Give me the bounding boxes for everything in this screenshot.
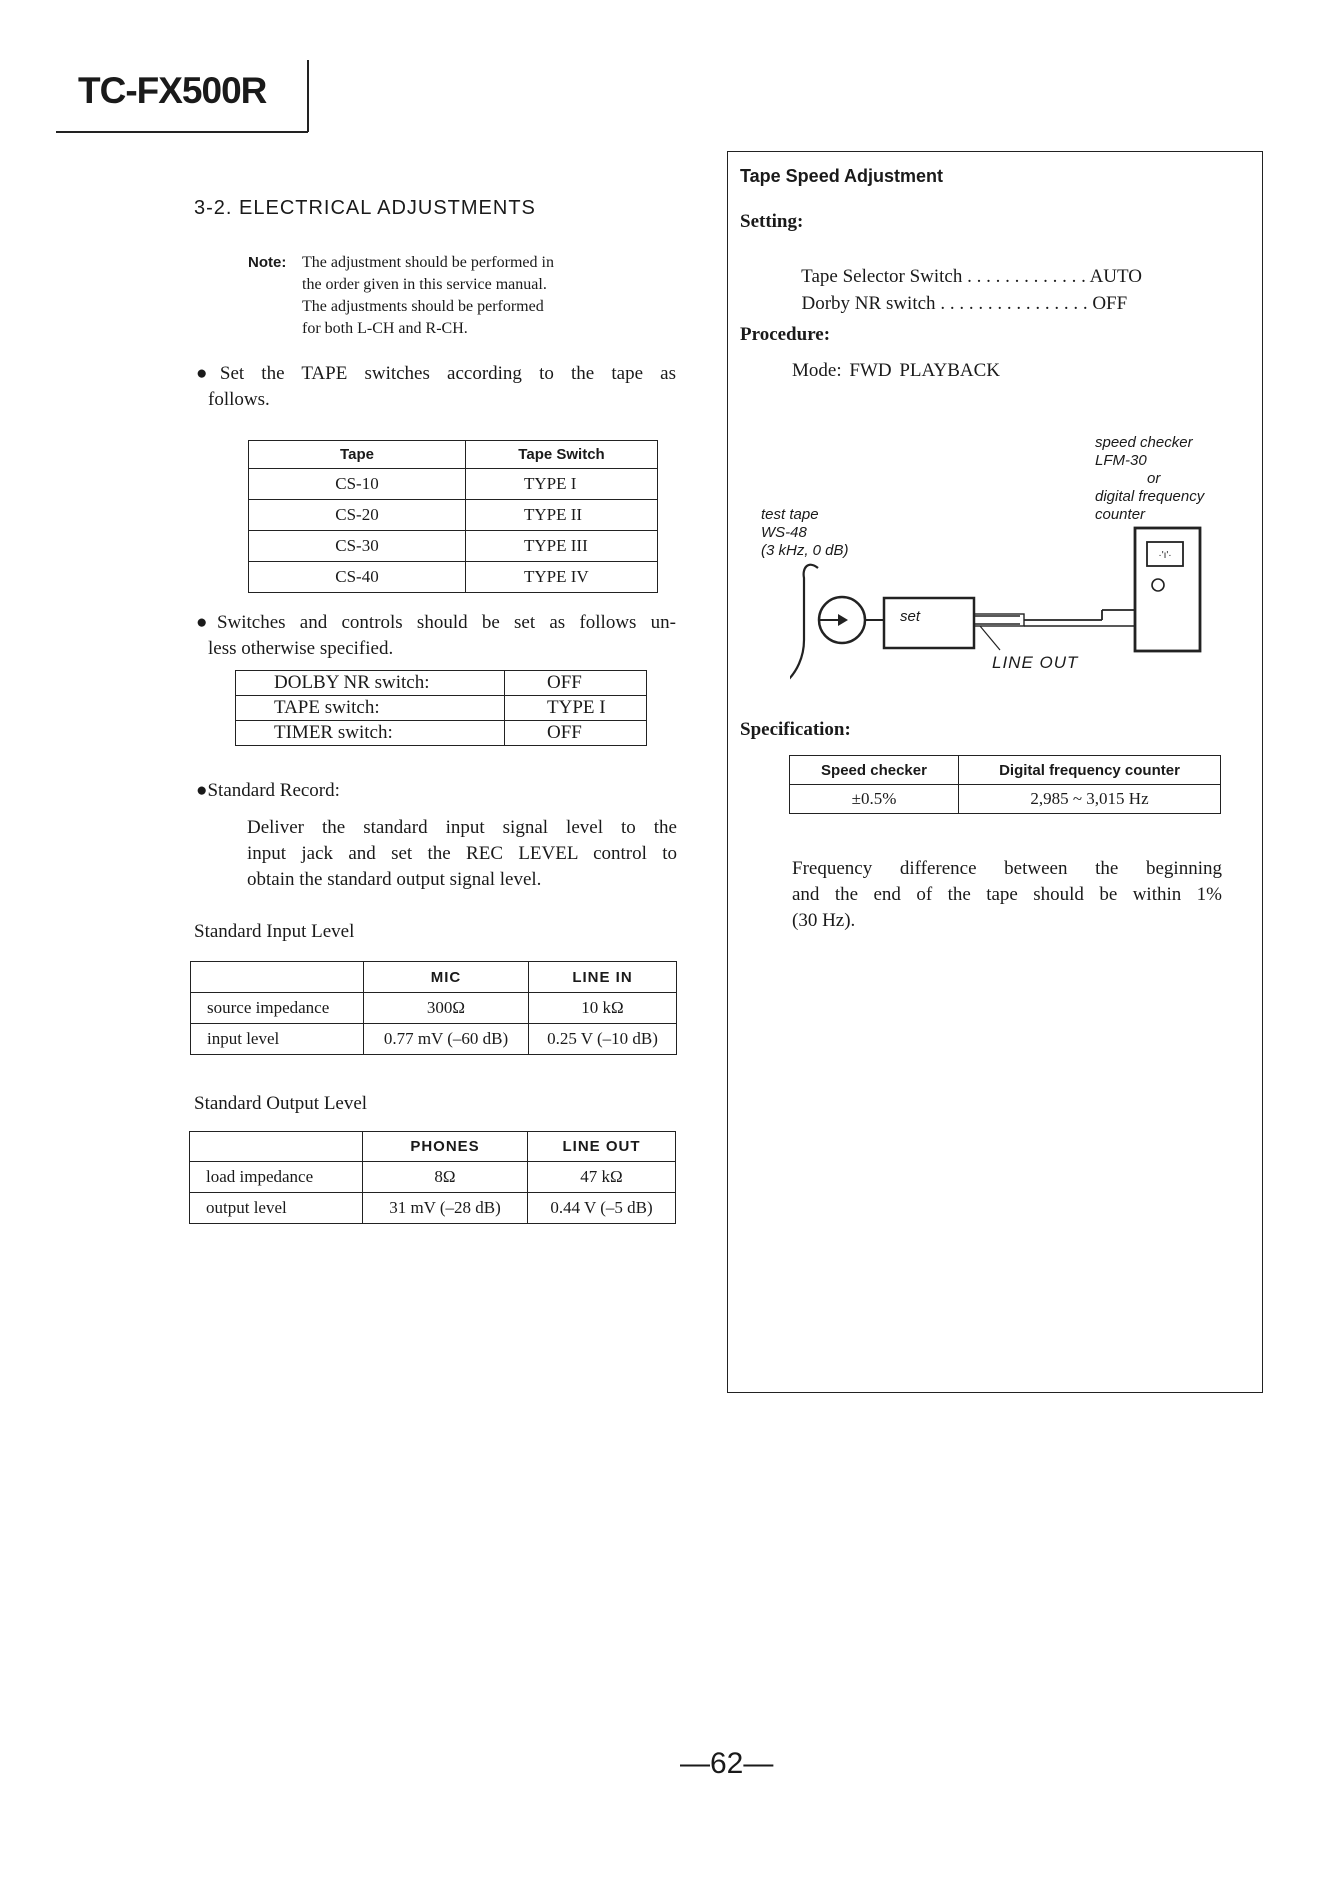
output-table-header: LINE OUT (528, 1132, 676, 1162)
setting-label: Setting: (740, 211, 804, 232)
tape-intro-line: follows. (208, 389, 270, 410)
tape-table (248, 440, 658, 593)
tape-speed-title: Tape Speed Adjustment (740, 166, 944, 186)
test-tape-line: WS-48 (761, 524, 807, 541)
output-phones-cell: 8Ω (363, 1162, 528, 1193)
spec-table-header: Digital frequency counter (959, 756, 1221, 785)
switch-value-cell: OFF (505, 671, 647, 696)
line-out-label: LINE OUT (992, 653, 1079, 672)
frequency-note-line: and the end of the tape should be within 1% (792, 884, 1222, 905)
switches-table (235, 670, 647, 746)
tape-cell: CS-30 (249, 531, 466, 562)
header-rule (56, 131, 308, 133)
checker-label (1095, 434, 1204, 524)
model-title: TC-FX500R (78, 70, 267, 111)
setting-name: Dorby NR switch (801, 293, 936, 314)
tape-table-header: Tape (249, 441, 466, 469)
output-row-label: load impedance (190, 1162, 363, 1193)
procedure-label: Procedure: (740, 324, 831, 345)
switches-intro-line: ●Switches and controls should be set as follows un- (196, 612, 676, 633)
output-level-table (189, 1131, 676, 1224)
input-row-label: source impedance (191, 993, 364, 1024)
procedure-mode: Mode: FWD PLAYBACK (792, 360, 1000, 381)
setting-row (792, 271, 1127, 315)
checker-label-line: speed checker (1095, 434, 1193, 451)
spec-table (789, 755, 1221, 814)
test-tape-line: test tape (761, 506, 819, 523)
specification-label: Specification: (740, 719, 851, 740)
switch-name-cell: DOLBY NR switch: (236, 671, 505, 696)
tape-switch-cell: TYPE II (466, 500, 658, 531)
switches-intro (196, 610, 676, 662)
frequency-note-line: Frequency difference between the beginning (792, 858, 1222, 879)
switch-name-cell: TIMER switch: (236, 721, 505, 746)
spec-frequency-value: 2,985 ~ 3,015 Hz (959, 785, 1221, 814)
tape-intro-line: ●Set the TAPE switches according to the tape as (196, 363, 676, 384)
line-out-pointer (980, 626, 1000, 650)
test-tape-line: (3 kHz, 0 dB) (761, 542, 849, 559)
checker-label-line: LFM-30 (1095, 452, 1147, 469)
input-mic-cell: 0.77 mV (–60 dB) (364, 1024, 529, 1055)
output-line-cell: 47 kΩ (528, 1162, 676, 1193)
input-table-header (191, 962, 364, 993)
tape-intro (196, 361, 676, 413)
tape-table-header: Tape Switch (466, 441, 658, 469)
set-box (884, 598, 974, 648)
output-row-label: output level (190, 1193, 363, 1224)
standard-record-line: Deliver the standard input signal level to the (247, 817, 677, 838)
note-body (302, 252, 632, 340)
output-phones-cell: 31 mV (–28 dB) (363, 1193, 528, 1224)
switch-name-cell: TAPE switch: (236, 696, 505, 721)
note-line: The adjustments should be performed (302, 298, 544, 315)
input-level-title: Standard Input Level (194, 921, 355, 942)
tape-cell: CS-20 (249, 500, 466, 531)
setting-value: AUTO (1089, 266, 1142, 287)
note-line: The adjustment should be performed in (302, 254, 554, 271)
tape-switch-cell: TYPE I (466, 469, 658, 500)
standard-record-line: obtain the standard output signal level. (247, 869, 542, 890)
input-table-header: MIC (364, 962, 529, 993)
tape-lead-line (790, 565, 818, 680)
note-line: the order given in this service manual. (302, 276, 547, 293)
checker-label-line: digital frequency (1095, 488, 1205, 505)
tape-cell: CS-10 (249, 469, 466, 500)
standard-record-title: ●Standard Record: (196, 780, 340, 801)
section-title: 3-2. ELECTRICAL ADJUSTMENTS (194, 197, 536, 219)
frequency-note (792, 856, 1222, 934)
note-line: for both L-CH and R-CH. (302, 320, 468, 337)
output-line-cell: 0.44 V (–5 dB) (528, 1193, 676, 1224)
note-label: Note: (248, 254, 287, 271)
header-rule-vertical (307, 60, 309, 132)
svg-text:·'ı'·: ·'ı'· (1158, 550, 1172, 561)
spec-table-header: Speed checker (790, 756, 959, 785)
meter-knob (1152, 579, 1164, 591)
tape-switch-cell: TYPE IV (466, 562, 658, 593)
page-number: —62— (680, 1747, 774, 1780)
frequency-note-line: (30 Hz). (792, 910, 856, 931)
input-table-header: LINE IN (529, 962, 677, 993)
input-line-cell: 0.25 V (–10 dB) (529, 1024, 677, 1055)
checker-label-line: counter (1095, 506, 1146, 523)
setting-name: Tape Selector Switch (801, 266, 963, 287)
tape-cell: CS-40 (249, 562, 466, 593)
output-level-title: Standard Output Level (194, 1093, 368, 1114)
output-table-header: PHONES (363, 1132, 528, 1162)
tape-switch-cell: TYPE III (466, 531, 658, 562)
input-line-cell: 10 kΩ (529, 993, 677, 1024)
switch-value-cell: TYPE I (505, 696, 647, 721)
switches-intro-line: less otherwise specified. (208, 638, 394, 659)
setting-value: OFF (1092, 293, 1128, 314)
setting-dots: . . . . . . . . . . . . . . . . (935, 293, 1093, 314)
checker-label-line: or (1147, 470, 1161, 487)
input-row-label: input level (191, 1024, 364, 1055)
spec-speed-value: ±0.5% (790, 785, 959, 814)
set-label: set (900, 608, 921, 625)
standard-record-body (247, 815, 677, 893)
input-mic-cell: 300Ω (364, 993, 529, 1024)
input-level-table (190, 961, 677, 1055)
output-table-header (190, 1132, 363, 1162)
setting-dots: . . . . . . . . . . . . . (962, 266, 1090, 287)
standard-record-line: input jack and set the REC LEVEL control to (247, 843, 677, 864)
switch-value-cell: OFF (505, 721, 647, 746)
